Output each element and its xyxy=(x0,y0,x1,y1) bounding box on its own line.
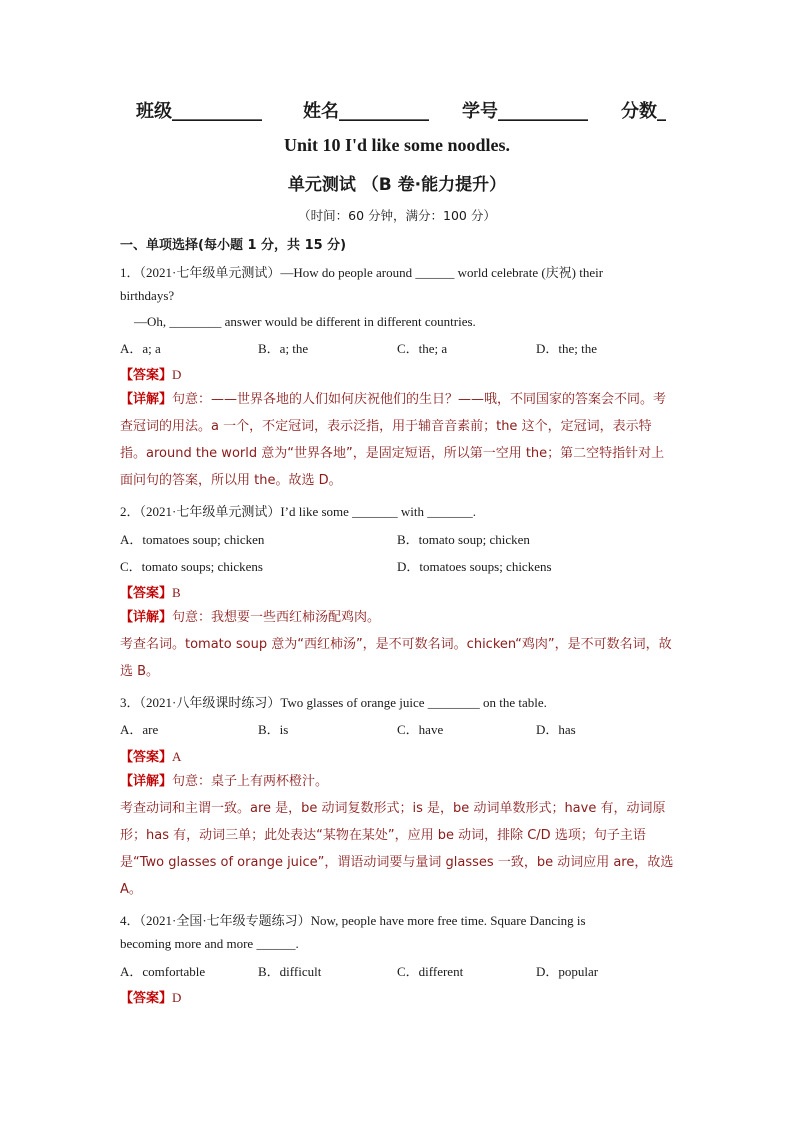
q1-explanation xyxy=(120,386,676,494)
page-title: Unit 10 I'd like some noodles. xyxy=(283,135,511,155)
q3-option-d[interactable]: D．has xyxy=(536,722,576,737)
answer-tag: 【答案】 xyxy=(120,586,173,601)
question-1-text-cont: birthdays? xyxy=(120,288,175,303)
number-field[interactable]: 学号__________ xyxy=(462,101,588,122)
name-field[interactable]: 姓名__________ xyxy=(303,101,429,122)
answer-tag: 【答案】 xyxy=(120,750,173,765)
detail-tag: 【详解】 xyxy=(120,774,173,789)
detail-text: 句意：——世界各地的人们如何庆祝他们的生日？——哦，不同国家的答案会不同。考查冠词的用法。a 一个，不定冠词，表示泛指，用于辅音音素前；the 这个，定冠词，表示特指。around the world 意为“世界各地”，是固定短语，所以第一空用 the；第二空特指针对上面问句的答案，所以用 the。故选 D。 xyxy=(120,392,667,488)
detail-text: 句意：我想要一些西红柿汤配鸡肉。 xyxy=(172,610,381,625)
q1-option-a[interactable]: A．a; a xyxy=(120,341,161,356)
question-4-text-cont: becoming more and more ______. xyxy=(120,936,299,951)
detail-tag: 【详解】 xyxy=(120,392,173,407)
question-1-text: 1．（2021·七年级单元测试）—How do people around ______ world celebrate (庆祝) their xyxy=(120,265,604,280)
q2-answer xyxy=(120,582,181,601)
detail-text-cont: 考查名词。tomato soup 意为“西红柿汤”，是不可数名词。chicken“鸡肉”，是不可数名词，故选 B。 xyxy=(120,637,672,679)
detail-text: 句意：桌子上有两杯橙汁。 xyxy=(172,774,329,789)
q4-option-b[interactable]: B．difficult xyxy=(258,964,322,979)
question-1-text-reply: —Oh, ________ answer would be different in different countries. xyxy=(134,314,476,329)
q2-explanation xyxy=(120,604,676,685)
q3-explanation xyxy=(120,768,676,903)
answer-tag: 【答案】 xyxy=(120,991,173,1006)
q3-option-a[interactable]: A．are xyxy=(120,722,159,737)
answer-value: A xyxy=(172,749,182,764)
q3-option-b[interactable]: B．is xyxy=(258,722,289,737)
q1-answer xyxy=(120,364,181,383)
score-field[interactable]: 分数_ xyxy=(621,101,666,122)
question-3-text: 3．（2021·八年级课时练习）Two glasses of orange juice ________ on the table. xyxy=(120,695,547,710)
q1-option-c[interactable]: C．the; a xyxy=(397,341,448,356)
answer-value: D xyxy=(172,367,182,382)
q3-option-c[interactable]: C．have xyxy=(397,722,444,737)
page-subtitle: 单元测试 （B 卷·能力提升） xyxy=(287,175,507,195)
q2-option-c[interactable]: C．tomato soups; chickens xyxy=(120,559,263,574)
answer-tag: 【答案】 xyxy=(120,368,173,383)
class-field[interactable]: 班级__________ xyxy=(136,101,262,122)
q3-answer xyxy=(120,746,181,765)
q4-option-d[interactable]: D．popular xyxy=(536,964,599,979)
q2-option-b[interactable]: B．tomato soup; chicken xyxy=(397,532,530,547)
q4-option-c[interactable]: C．different xyxy=(397,964,464,979)
q4-option-a[interactable]: A．comfortable xyxy=(120,964,206,979)
detail-text-cont: 考查动词和主谓一致。are 是，be 动词复数形式；is 是，be 动词单数形式；have 有，动词原形；has 有，动词三单；此处表达“某物在某处”，应用 be 动词，排除 C/D 选项；句子主语是“Two glasses of orange juice”，谓语动词要与量词 glasses 一致，be 动词应用 are，故选 A。 xyxy=(120,801,674,897)
q2-option-d[interactable]: D．tomatoes soups; chickens xyxy=(397,559,552,574)
answer-value: D xyxy=(172,990,182,1005)
time-info: （时间：60 分钟，满分：100 分） xyxy=(298,208,496,223)
q4-answer xyxy=(120,987,181,1006)
q1-option-b[interactable]: B．a; the xyxy=(258,341,309,356)
detail-tag: 【详解】 xyxy=(120,610,173,625)
question-4-text: 4．（2021·全国·七年级专题练习）Now, people have more free time. Square Dancing is xyxy=(120,913,586,928)
q2-option-a[interactable]: A．tomatoes soup; chicken xyxy=(120,532,265,547)
question-2-text: 2．（2021·七年级单元测试）I’d like some _______ with _______. xyxy=(120,504,477,519)
section-heading: 一、单项选择(每小题 1 分，共 15 分) xyxy=(120,238,347,253)
q1-option-d[interactable]: D．the; the xyxy=(536,341,598,356)
answer-value: B xyxy=(172,585,181,600)
